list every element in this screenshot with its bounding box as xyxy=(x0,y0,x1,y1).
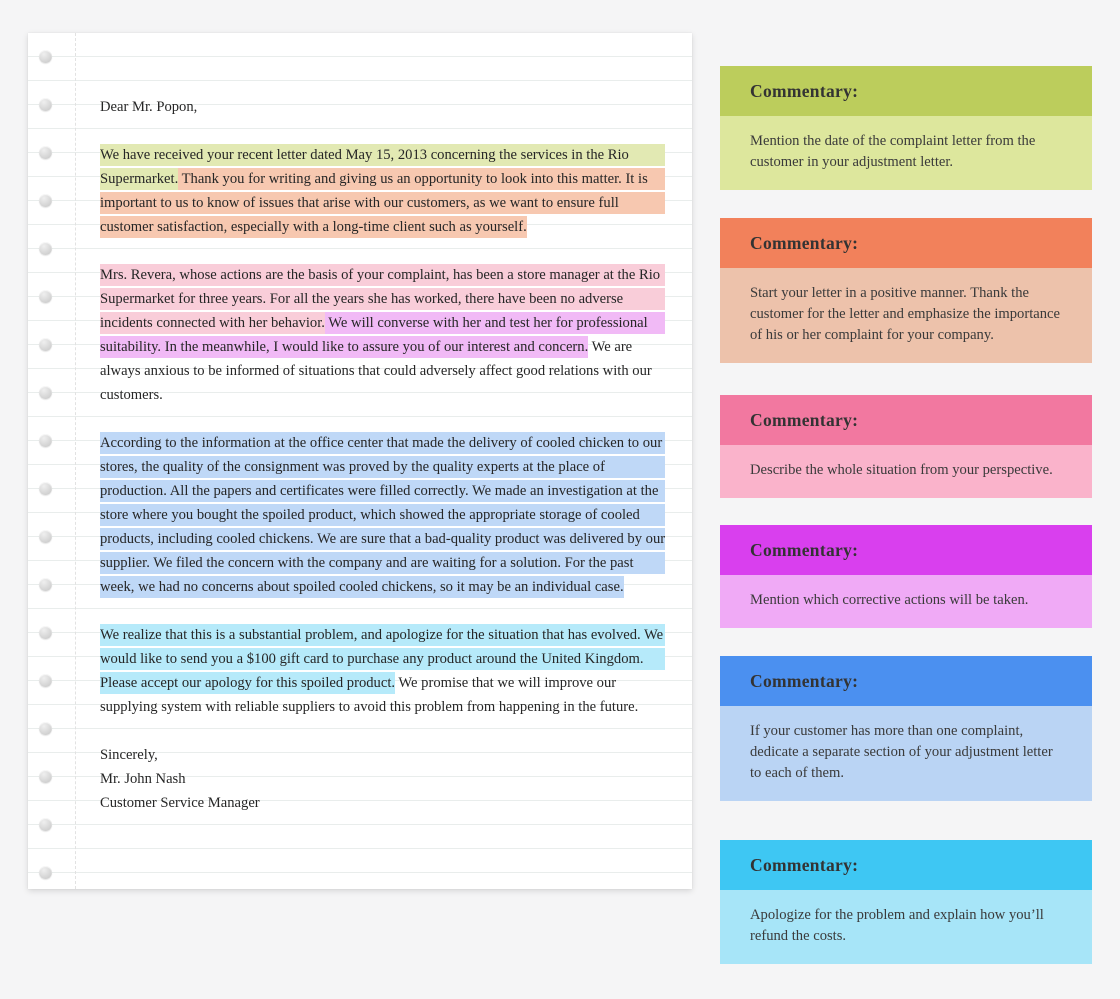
letter-line xyxy=(100,479,665,503)
binder-hole xyxy=(39,146,52,159)
binder-hole xyxy=(39,434,52,447)
binder-hole xyxy=(39,290,52,303)
highlighted-run-blue: supplier. We filed the concern with the company and are waiting for a solution. For the past xyxy=(100,552,665,574)
letter-line xyxy=(100,431,665,455)
highlighted-run-orange: Thank you for writing and giving us an opportunity to look into this matter. It is xyxy=(178,168,665,190)
letter-line xyxy=(100,143,665,167)
text-run: Sincerely, xyxy=(100,747,158,763)
commentary-box xyxy=(720,395,1092,498)
commentary-title: Commentary: xyxy=(750,409,859,430)
highlighted-run-pink: Mrs. Revera, whose actions are the basis of your complaint, has been a store manager at the Rio xyxy=(100,264,665,286)
letter-line xyxy=(100,335,665,359)
letter-line xyxy=(100,239,665,263)
binder-hole xyxy=(39,578,52,591)
letter-line xyxy=(100,671,665,695)
commentary-box xyxy=(720,218,1092,363)
commentary-title: Commentary: xyxy=(750,854,859,875)
letter-line xyxy=(100,167,665,191)
commentary-text: Describe the whole situation from your perspective. xyxy=(720,445,1092,498)
margin-divider xyxy=(75,33,76,889)
commentary-header xyxy=(720,656,1092,706)
commentary-title: Commentary: xyxy=(750,80,859,101)
commentary-header xyxy=(720,218,1092,268)
letter-line xyxy=(100,527,665,551)
binder-hole xyxy=(39,194,52,207)
commentary-header xyxy=(720,840,1092,890)
commentary-box xyxy=(720,525,1092,628)
binder-hole xyxy=(39,338,52,351)
highlighted-run-green: Supermarket. xyxy=(100,168,178,190)
highlighted-run-magenta: We will converse with her and test her for professional xyxy=(325,312,665,334)
letter-line xyxy=(100,359,665,383)
binder-hole xyxy=(39,242,52,255)
letter-line xyxy=(100,311,665,335)
binder-hole xyxy=(39,626,52,639)
letter-line xyxy=(100,119,665,143)
letter-line xyxy=(100,791,665,815)
text-run: supplying system with reliable suppliers to avoid this problem from happening in the future. xyxy=(100,699,639,715)
binder-hole xyxy=(39,674,52,687)
letter-line xyxy=(100,575,665,599)
letter-line xyxy=(100,647,665,671)
binder-hole xyxy=(39,98,52,111)
binder-hole xyxy=(39,530,52,543)
binder-hole xyxy=(39,866,52,879)
letter-paper xyxy=(28,33,692,889)
highlighted-run-blue: store where you bought the spoiled product, which showed the appropriate storage of cooled xyxy=(100,504,665,526)
binder-hole xyxy=(39,770,52,783)
highlighted-run-blue: stores, the quality of the consignment was proved by the quality experts at the place of xyxy=(100,456,665,478)
letter-line xyxy=(100,287,665,311)
commentary-text: Mention which corrective actions will be taken. xyxy=(720,575,1092,628)
letter-line xyxy=(100,215,665,239)
highlighted-run-orange: important to us to know of issues that arise with our customers, as we want to ensure full xyxy=(100,192,665,214)
binder-hole xyxy=(39,482,52,495)
binder-hole xyxy=(39,386,52,399)
letter-line xyxy=(100,623,665,647)
letter-line xyxy=(100,599,665,623)
commentary-box xyxy=(720,840,1092,964)
highlighted-run-green: We have received your recent letter dated May 15, 2013 concerning the services in the Rio xyxy=(100,144,665,166)
letter-line xyxy=(100,743,665,767)
letter-line xyxy=(100,455,665,479)
letter-line xyxy=(100,383,665,407)
commentary-box xyxy=(720,656,1092,801)
highlighted-run-cyan: would like to send you a $100 gift card to purchase any product around the United Kingdom. xyxy=(100,648,665,670)
highlighted-run-blue: production. All the papers and certificates were filled correctly. We made an investigation at the xyxy=(100,480,665,502)
text-run: Customer Service Manager xyxy=(100,795,260,811)
commentary-header xyxy=(720,395,1092,445)
letter-line xyxy=(100,95,665,119)
letter-line xyxy=(100,407,665,431)
highlighted-run-pink: incidents connected with her behavior. xyxy=(100,312,325,334)
letter-line xyxy=(100,719,665,743)
letter-line xyxy=(100,503,665,527)
text-run: Dear Mr. Popon, xyxy=(100,99,198,115)
letter-line xyxy=(100,263,665,287)
highlighted-run-orange: customer satisfaction, especially with a long-time client such as yourself. xyxy=(100,216,527,238)
letter-content xyxy=(100,95,665,815)
highlighted-run-blue: products, including cooled chickens. We are sure that a bad-quality product was delivered by our xyxy=(100,528,665,550)
commentary-title: Commentary: xyxy=(750,232,859,253)
letter-line xyxy=(100,551,665,575)
commentary-box xyxy=(720,66,1092,190)
binder-hole xyxy=(39,722,52,735)
text-run: We promise that we will improve our xyxy=(395,675,617,691)
highlighted-run-blue: According to the information at the office center that made the delivery of cooled chicken to our xyxy=(100,432,665,454)
commentary-title: Commentary: xyxy=(750,670,859,691)
highlighted-run-magenta: suitability. In the meanwhile, I would like to assure you of our interest and concern. xyxy=(100,336,588,358)
letter-line xyxy=(100,191,665,215)
highlighted-run-cyan: Please accept our apology for this spoiled product. xyxy=(100,672,395,694)
commentary-text: Apologize for the problem and explain how you’ll refund the costs. xyxy=(720,890,1092,964)
highlighted-run-pink: Supermarket for three years. For all the years she has worked, there have been no adverse xyxy=(100,288,665,310)
commentary-header xyxy=(720,66,1092,116)
text-run: always anxious to be informed of situations that could adversely affect good relations with our xyxy=(100,363,652,379)
binder-hole xyxy=(39,50,52,63)
highlighted-run-cyan: We realize that this is a substantial problem, and apologize for the situation that has evolved. We xyxy=(100,624,665,646)
letter-line xyxy=(100,695,665,719)
commentary-text: Start your letter in a positive manner. Thank the customer for the letter and emphasize the importance of his or her complaint for your company. xyxy=(720,268,1092,363)
binder-hole xyxy=(39,818,52,831)
commentary-header xyxy=(720,525,1092,575)
text-run: customers. xyxy=(100,387,163,403)
commentary-text: Mention the date of the complaint letter from the customer in your adjustment letter. xyxy=(720,116,1092,190)
commentary-title: Commentary: xyxy=(750,539,859,560)
commentary-text: If your customer has more than one complaint, dedicate a separate section of your adjustment letter to each of them. xyxy=(720,706,1092,801)
highlighted-run-blue: week, we had no concerns about spoiled cooled chickens, so it may be an individual case. xyxy=(100,576,624,598)
letter-line xyxy=(100,767,665,791)
text-run: We are xyxy=(588,339,633,355)
text-run: Mr. John Nash xyxy=(100,771,186,787)
